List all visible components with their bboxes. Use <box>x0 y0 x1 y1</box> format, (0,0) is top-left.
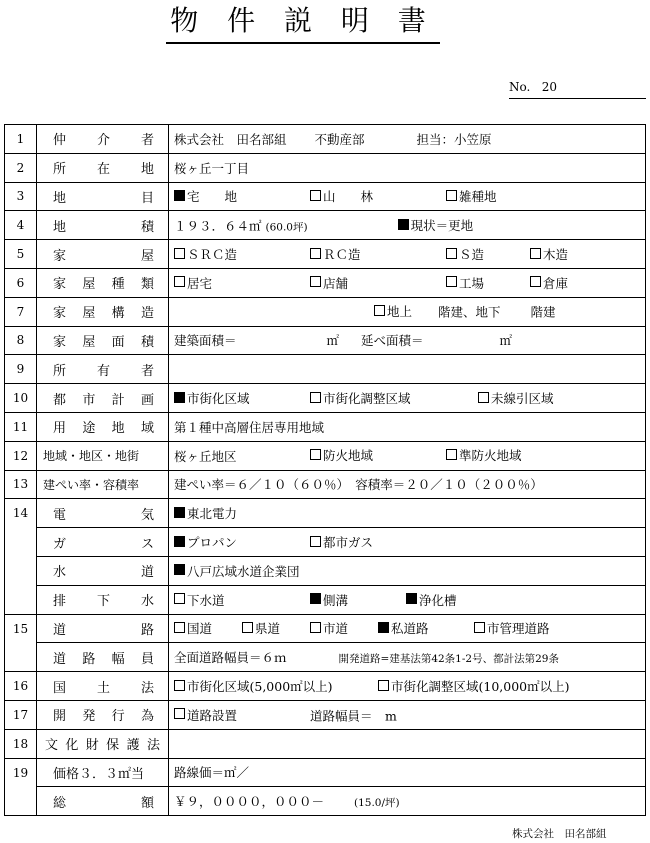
option-warehouse[interactable]: 倉庫 <box>530 274 568 292</box>
development-road-note: 開発道路=建基法第42条1-2号、都計法第29条 <box>338 653 559 666</box>
table-row <box>5 412 646 441</box>
option-septic-tank[interactable]: 浄化槽 <box>406 591 457 609</box>
option-store[interactable]: 店舗 <box>310 274 446 292</box>
cultural-property-value <box>169 729 646 758</box>
row-number: 6 <box>5 268 37 297</box>
option-national-road[interactable]: 国道 <box>174 619 242 637</box>
checkbox-checked[interactable] <box>174 536 185 547</box>
checkbox-checked[interactable] <box>406 593 417 604</box>
checkbox[interactable] <box>310 190 321 201</box>
checkbox[interactable] <box>174 593 185 604</box>
title-underline <box>166 42 440 44</box>
checkbox[interactable] <box>174 276 185 287</box>
checkbox[interactable] <box>478 392 489 403</box>
route-price-value: 路線価＝㎡／ <box>169 758 646 787</box>
property-table <box>4 124 646 816</box>
checkbox-checked[interactable] <box>174 507 185 518</box>
checkbox[interactable] <box>474 622 485 633</box>
option-residential-land[interactable]: 宅 地 <box>174 187 310 205</box>
row-label: ガ ス <box>37 528 169 557</box>
checkbox[interactable] <box>310 392 321 403</box>
row-number: 4 <box>5 211 37 240</box>
table-row <box>5 384 646 413</box>
checkbox-checked[interactable] <box>398 219 409 230</box>
option-city-gas[interactable]: 都市ガス <box>310 533 373 551</box>
option-vacant-lot[interactable]: 現状＝更地 <box>398 216 474 234</box>
table-row <box>5 441 646 470</box>
broker-cell <box>169 125 646 154</box>
table-row <box>5 585 646 614</box>
option-residence[interactable]: 居宅 <box>174 274 310 292</box>
checkbox[interactable] <box>174 622 185 633</box>
total-price-value: ￥９，００００，０００－ <box>174 794 325 810</box>
broker-company: 株式会社 田名部組 <box>174 131 287 147</box>
table-row <box>5 211 646 240</box>
row-label: 道 路 <box>37 614 169 643</box>
table-row <box>5 355 646 384</box>
option-fire-zone[interactable]: 防火地域 <box>310 446 446 464</box>
checkbox-checked[interactable] <box>174 392 185 403</box>
option-private-road[interactable]: 私道路 <box>378 619 474 637</box>
table-row <box>5 758 646 787</box>
checkbox[interactable] <box>242 622 253 633</box>
district-value: 桜ヶ丘地区 <box>174 448 237 464</box>
row-label: 家 屋 構 造 <box>37 297 169 326</box>
row-label: 水 道 <box>37 556 169 585</box>
row-number: 13 <box>5 470 37 499</box>
row-number: 5 <box>5 240 37 269</box>
row-label: 用 途 地 域 <box>37 412 169 441</box>
doc-no-label: No. <box>509 80 531 94</box>
table-row <box>5 729 646 758</box>
row-number: 8 <box>5 326 37 355</box>
option-city-road[interactable]: 市道 <box>310 619 378 637</box>
checkbox[interactable] <box>374 305 385 316</box>
option-land-law-control[interactable]: 市街化調整区域(10,000㎡以上) <box>378 677 570 695</box>
option-urbanization-area[interactable]: 市街化区域 <box>174 389 310 407</box>
road-width-value: 全面道路幅員＝６ｍ <box>174 650 287 666</box>
row-number: 15 <box>5 614 37 672</box>
option-land-law-urban[interactable]: 市街化区域(5,000㎡以上) <box>174 677 378 695</box>
row-label: 価格３．３㎡当 <box>37 758 169 787</box>
checkbox[interactable] <box>446 276 457 287</box>
table-row <box>5 672 646 701</box>
floors-above-label: 階建、地下 <box>438 304 501 320</box>
checkbox[interactable] <box>310 276 321 287</box>
checkbox[interactable] <box>174 680 185 691</box>
dev-road-width-label: 道路幅員＝ m <box>310 708 397 724</box>
row-label: 地 積 <box>37 211 169 240</box>
option-urbanization-control[interactable]: 市街化調整区域 <box>310 389 478 407</box>
row-label: 地域・地区・地街 <box>37 441 169 470</box>
table-row <box>5 556 646 585</box>
option-prefectural-road[interactable]: 県道 <box>242 619 310 637</box>
table-row <box>5 499 646 528</box>
row-label: 家 屋 種 類 <box>37 268 169 297</box>
land-area-tsubo: (60.0坪) <box>265 221 308 234</box>
row-number: 1 <box>5 125 37 154</box>
checkbox[interactable] <box>530 248 541 259</box>
option-propane[interactable]: プロパン <box>174 533 310 551</box>
floors-below-label: 階建 <box>530 304 556 320</box>
option-steel[interactable]: Ｓ造 <box>446 245 530 263</box>
row-number: 11 <box>5 412 37 441</box>
price-per-tsubo: (15.0/坪) <box>354 797 400 810</box>
row-number: 17 <box>5 700 37 729</box>
checkbox[interactable] <box>310 536 321 547</box>
table-row <box>5 643 646 672</box>
row-label: 文 化 財 保 護 法 <box>37 729 169 758</box>
row-label: 電 気 <box>37 499 169 528</box>
row-number: 18 <box>5 729 37 758</box>
checkbox[interactable] <box>310 622 321 633</box>
option-src[interactable]: ＳＲＣ造 <box>174 245 310 263</box>
floor-area-unit: ㎡ <box>499 333 513 349</box>
checkbox[interactable] <box>446 248 457 259</box>
checkbox[interactable] <box>174 248 185 259</box>
row-label: 地 目 <box>37 182 169 211</box>
land-area: １９３．６４㎡ <box>174 218 262 234</box>
checkbox[interactable] <box>310 248 321 259</box>
row-label: 開 発 行 為 <box>37 700 169 729</box>
checkbox-checked[interactable] <box>310 593 321 604</box>
building-area-label: 建築面積＝ <box>174 333 237 349</box>
option-misc-land[interactable]: 雑種地 <box>446 187 497 205</box>
table-row <box>5 240 646 269</box>
location-value: 桜ヶ丘一丁目 <box>169 153 646 182</box>
row-label: 総 額 <box>37 787 169 816</box>
checkbox[interactable] <box>378 680 389 691</box>
row-label: 都 市 計 画 <box>37 384 169 413</box>
table-row <box>5 528 646 557</box>
row-number: 3 <box>5 182 37 211</box>
option-water[interactable]: 八戸広域水道企業団 <box>174 562 300 580</box>
table-row <box>5 614 646 643</box>
table-row <box>5 787 646 816</box>
row-number: 12 <box>5 441 37 470</box>
row-label: 道 路 幅 員 <box>37 643 169 672</box>
broker-dept: 不動産部 <box>314 131 365 147</box>
row-number: 7 <box>5 297 37 326</box>
option-above-ground[interactable]: 地上 <box>374 302 412 320</box>
building-area-unit: ㎡ <box>326 333 340 349</box>
option-rc[interactable]: ＲＣ造 <box>310 245 446 263</box>
coverage-ratio-value: 建ぺい率＝６／１０（６０％） 容積率＝２０／１０（２００％） <box>169 470 646 499</box>
row-label: 国 土 法 <box>37 672 169 701</box>
table-row <box>5 125 646 154</box>
table-row <box>5 326 646 355</box>
checkbox[interactable] <box>530 276 541 287</box>
row-number: 14 <box>5 499 37 614</box>
floor-area-label: 延べ面積＝ <box>361 333 424 349</box>
row-label: 所 有 者 <box>37 355 169 384</box>
option-gutter[interactable]: 側溝 <box>310 591 406 609</box>
row-number: 9 <box>5 355 37 384</box>
broker-contact: 担当：小笠原 <box>416 131 492 147</box>
table-row <box>5 700 646 729</box>
page-title: 物 件 説 明 書 <box>170 4 436 37</box>
checkbox[interactable] <box>446 449 457 460</box>
option-factory[interactable]: 工場 <box>446 274 530 292</box>
checkbox-checked[interactable] <box>378 622 389 633</box>
option-wood[interactable]: 木造 <box>530 245 568 263</box>
row-label: 排 下 水 <box>37 585 169 614</box>
zoning-value: 第１種中高層住居専用地域 <box>169 412 646 441</box>
checkbox[interactable] <box>446 190 457 201</box>
row-label: 仲 介 者 <box>37 125 169 154</box>
option-unzoned[interactable]: 未線引区域 <box>478 389 554 407</box>
option-quasi-fire-zone[interactable]: 準防火地域 <box>446 446 522 464</box>
table-row <box>5 297 646 326</box>
owner-value <box>169 355 646 384</box>
checkbox[interactable] <box>310 449 321 460</box>
row-label: 家 屋 <box>37 240 169 269</box>
option-electric[interactable]: 東北電力 <box>174 504 237 522</box>
row-label: 所 在 地 <box>37 153 169 182</box>
checkbox-checked[interactable] <box>174 564 185 575</box>
option-city-managed-road[interactable]: 市管理道路 <box>474 619 550 637</box>
option-sewer[interactable]: 下水道 <box>174 591 310 609</box>
row-number: 16 <box>5 672 37 701</box>
row-number: 19 <box>5 758 37 816</box>
option-road-installation[interactable]: 道路設置 <box>174 706 310 724</box>
table-row <box>5 268 646 297</box>
checkbox-checked[interactable] <box>174 190 185 201</box>
row-number: 10 <box>5 384 37 413</box>
table-row <box>5 470 646 499</box>
row-label: 建ぺい率・容積率 <box>37 470 169 499</box>
row-label: 家 屋 面 積 <box>37 326 169 355</box>
document-number <box>509 80 646 99</box>
footer-company: 株式会社 田名部組 <box>512 828 607 840</box>
table-row <box>5 153 646 182</box>
doc-no-value: 20 <box>541 80 558 94</box>
table-row <box>5 182 646 211</box>
option-forest[interactable]: 山 林 <box>310 187 446 205</box>
row-number: 2 <box>5 153 37 182</box>
checkbox[interactable] <box>174 708 185 719</box>
